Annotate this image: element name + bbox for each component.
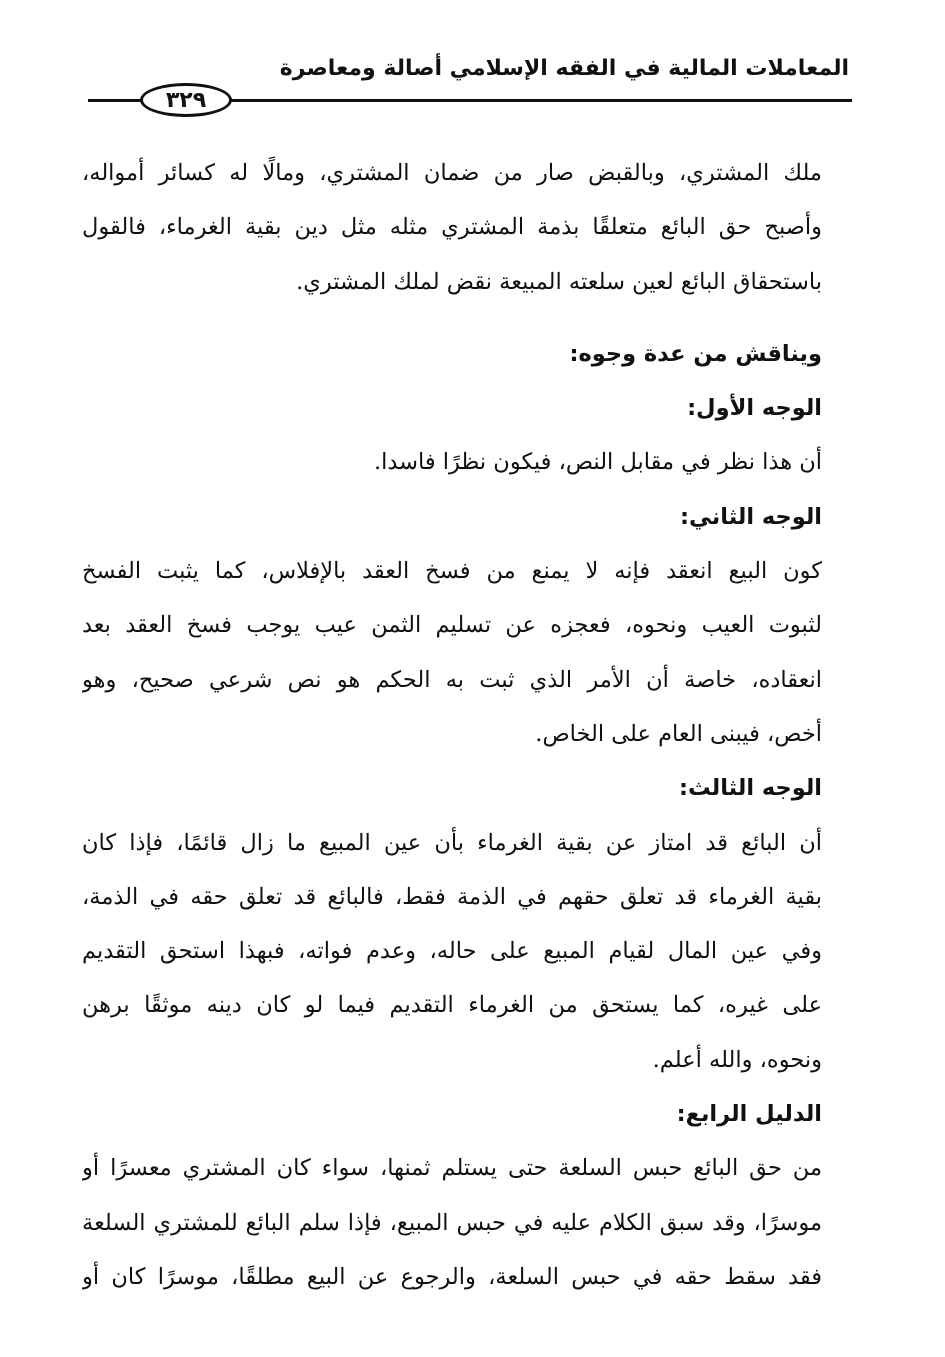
paragraph-line: ملك المشتري، وبالقبض صار من ضمان المشتري، ومالًا له كسائر أمواله، [82,160,822,186]
paragraph-line: وأصبح حق البائع متعلقًا بذمة المشتري مثله مثل دين بقية الغرماء، فالقول [82,214,822,241]
paragraph-line: انعقاده، خاصة أن الأمر الذي ثبت به الحكم هو نص شرعي صحيح، وهو [82,666,822,693]
paragraph-line: أخص، فيبنى العام على الخاص. [535,720,822,747]
paragraph-line: لثبوت العيب ونحوه، فعجزه عن تسليم الثمن عيب يوجب فسخ العقد بعد [82,612,822,639]
paragraph-spacer [82,309,822,327]
paragraph-line: موسرًا، وقد سبق الكلام عليه في حبس المبيع، فإذا سلم البائع للمشتري السلعة [82,1209,822,1236]
paragraph-line: باستحقاق البائع لعين سلعته المبيعة نقض لملك المشتري. [296,268,822,295]
section-heading: ويناقش من عدة وجوه: [569,340,822,367]
paragraph-line: كون البيع انعقد فإنه لا يمنع من فسخ العقد بالإفلاس، كما يثبت الفسخ [82,558,822,585]
paragraph-line: ونحوه، والله أعلم. [652,1046,822,1073]
paragraph-line: أن البائع قد امتاز عن بقية الغرماء بأن عين المبيع ما زال قائمًا، فإذا كان [82,829,822,856]
header-rule-right [230,99,852,102]
paragraph-line: من حق البائع حبس السلعة حتى يستلم ثمنها، سواء كان المشتري معسرًا أو [82,1155,822,1182]
body-text [82,146,822,1304]
section-heading: الوجه الثالث: [678,775,822,802]
section-heading: الوجه الثاني: [680,503,822,530]
paragraph-line: بقية الغرماء قد تعلق حقهم في الذمة فقط، فالبائع قد تعلق حقه في الذمة، [82,883,822,910]
running-header-title: المعاملات المالية في الفقه الإسلامي أصالة ومعاصرة [279,56,849,81]
section-heading: الوجه الأول: [687,395,822,422]
paragraph-line: أن هذا نظر في مقابل النص، فيكون نظرًا فاسدا. [373,449,822,476]
paragraph-line: فقد سقط حقه في حبس السلعة، والرجوع عن البيع مطلقًا، موسرًا كان أو [82,1263,822,1290]
paragraph-line: وفي عين المال لقيام المبيع على حاله، وعدم فواته، فبهذا استحق التقديم [82,938,822,965]
section-heading: الدليل الرابع: [676,1101,822,1128]
page-number: ٣٢٩ [165,87,207,113]
page-number-badge [140,83,232,117]
paragraph-line: على غيره، كما يستحق من الغرماء التقديم فيما لو كان دينه موثقًا برهن [82,992,822,1019]
header-rule-left [88,99,142,102]
